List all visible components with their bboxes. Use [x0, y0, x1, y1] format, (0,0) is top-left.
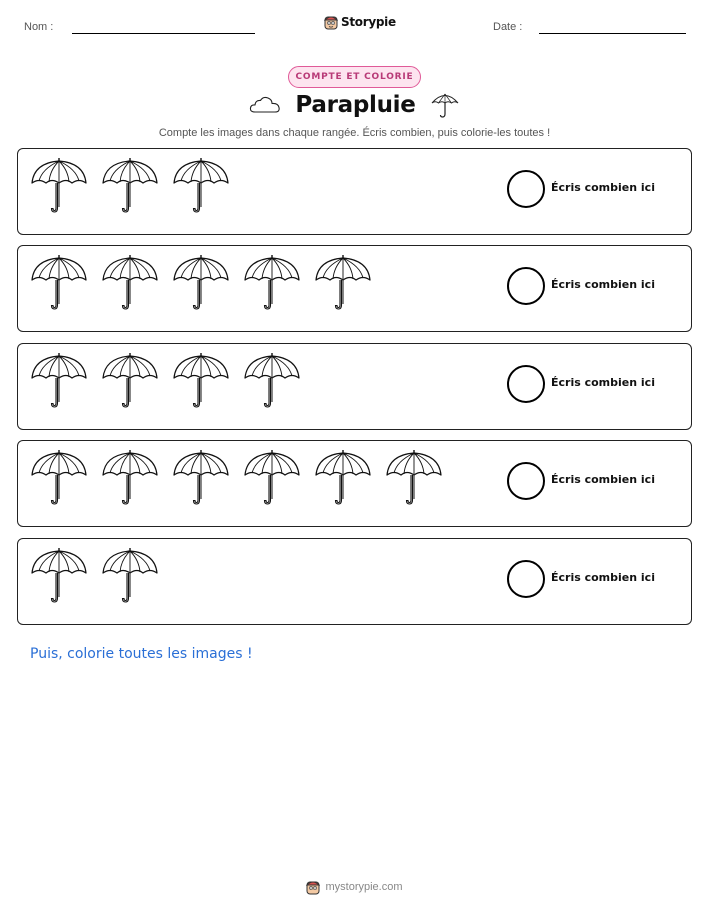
- umbrella-icon: [172, 352, 230, 412]
- umbrella-icon: [314, 254, 372, 314]
- count-row-3: [17, 343, 692, 430]
- umbrella-icon: [243, 352, 301, 412]
- umbrella-icon: [30, 157, 88, 217]
- count-row-4: [17, 440, 692, 527]
- umbrella-icon: [30, 254, 88, 314]
- page-title: Parapluie: [295, 92, 416, 118]
- umbrella-icon: [172, 157, 230, 217]
- count-row-5: [17, 538, 692, 625]
- umbrella-group: [30, 157, 230, 217]
- answer-circle[interactable]: [507, 170, 545, 208]
- answer-label: Écris combien ici: [551, 571, 655, 584]
- umbrella-icon: [101, 157, 159, 217]
- umbrella-icon: [430, 90, 460, 120]
- name-label: Nom :: [24, 21, 54, 33]
- umbrella-icon: [314, 449, 372, 509]
- answer-label: Écris combien ici: [551, 376, 655, 389]
- umbrella-icon: [101, 352, 159, 412]
- brand-name: Storypie: [341, 15, 396, 29]
- umbrella-icon: [172, 449, 230, 509]
- storypie-mascot-icon: [306, 879, 320, 895]
- brand-logo: [324, 14, 396, 30]
- count-row-1: [17, 148, 692, 235]
- answer-label: Écris combien ici: [551, 181, 655, 194]
- storypie-mascot-icon: [324, 14, 338, 30]
- answer-circle[interactable]: [507, 365, 545, 403]
- umbrella-icon: [30, 449, 88, 509]
- answer-circle[interactable]: [507, 462, 545, 500]
- date-line[interactable]: [539, 33, 686, 34]
- footer-brand: [0, 879, 709, 895]
- activity-badge: COMPTE ET COLORIE: [288, 66, 421, 88]
- umbrella-icon: [243, 449, 301, 509]
- footer-url[interactable]: mystorypie.com: [325, 881, 403, 893]
- umbrella-group: [30, 254, 372, 314]
- umbrella-group: [30, 352, 301, 412]
- title-row: [0, 90, 709, 120]
- answer-circle[interactable]: [507, 560, 545, 598]
- count-row-2: [17, 245, 692, 332]
- umbrella-icon: [101, 254, 159, 314]
- umbrella-icon: [30, 352, 88, 412]
- umbrella-group: [30, 449, 443, 509]
- instructions: Compte les images dans chaque rangée. Écris combien, puis colorie-les toutes !: [158, 127, 551, 139]
- color-instruction: Puis, colorie toutes les images !: [30, 646, 253, 662]
- umbrella-icon: [30, 547, 88, 607]
- umbrella-icon: [243, 254, 301, 314]
- answer-circle[interactable]: [507, 267, 545, 305]
- umbrella-icon: [385, 449, 443, 509]
- umbrella-icon: [101, 449, 159, 509]
- umbrella-icon: [172, 254, 230, 314]
- umbrella-icon: [101, 547, 159, 607]
- date-label: Date :: [493, 21, 523, 33]
- cloud-icon: [249, 95, 281, 115]
- name-line[interactable]: [72, 33, 255, 34]
- answer-label: Écris combien ici: [551, 473, 655, 486]
- umbrella-group: [30, 547, 159, 607]
- answer-label: Écris combien ici: [551, 278, 655, 291]
